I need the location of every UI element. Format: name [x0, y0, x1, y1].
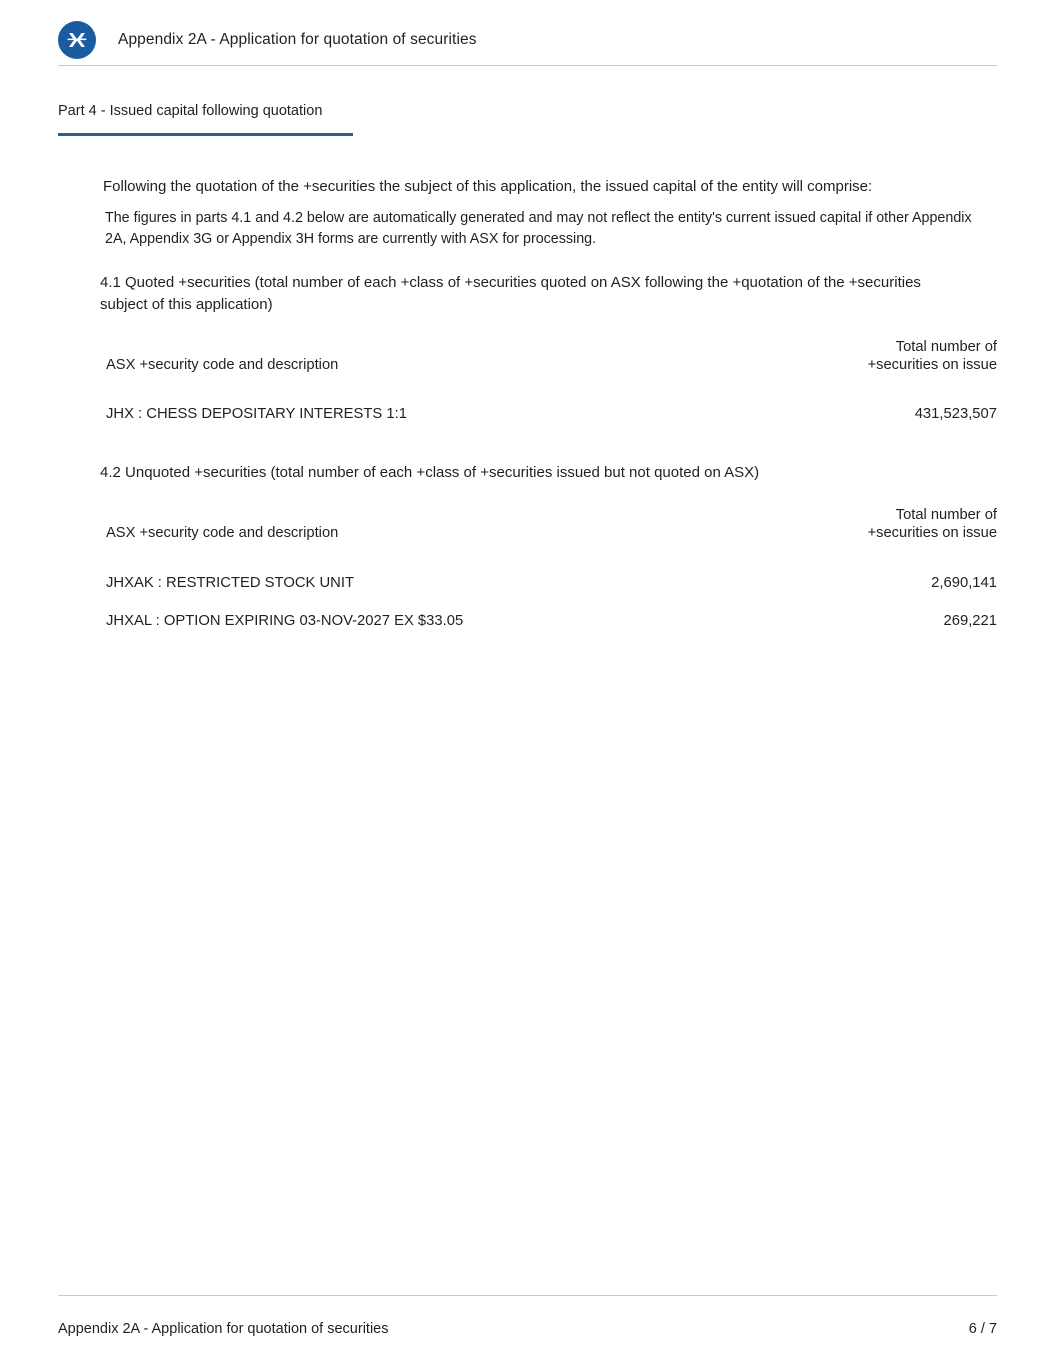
security-total-number: 2,690,141 [931, 574, 997, 591]
table-row [58, 384, 997, 422]
security-code-description: JHX : CHESS DEPOSITARY INTERESTS 1:1 [106, 406, 407, 423]
table-header-row [58, 338, 997, 385]
unquoted-securities-table [58, 506, 997, 629]
column-header-total [675, 338, 997, 385]
column-header-total [675, 506, 997, 553]
security-code-description: JHXAK : RESTRICTED STOCK UNIT [106, 574, 355, 591]
table-row [58, 591, 997, 629]
column-header-total-line1: Total number of [895, 338, 997, 355]
page-footer [58, 1295, 997, 1339]
page-content [58, 176, 997, 629]
security-total-number: 431,523,507 [914, 406, 997, 423]
footer-page-number: 6 / 7 [968, 1321, 997, 1337]
intro-paragraph: Following the quotation of the +securities the subject of this application, the issued capital of the entity will comprise: [103, 178, 873, 195]
column-header-code: ASX +security code and description [106, 356, 339, 373]
security-total-number: 269,221 [943, 612, 997, 629]
table-header-row [58, 506, 997, 553]
column-header-code: ASX +security code and description [106, 525, 339, 542]
security-code-description: JHXAL : OPTION EXPIRING 03-NOV-2027 EX $33.05 [106, 612, 464, 629]
section-4-2-label: 4.2 Unquoted +securities (total number of each +class of +securities issued but not quoted on ASX) [100, 464, 760, 482]
part-heading: Part 4 - Issued capital following quotation [58, 103, 353, 136]
header-title: Appendix 2A - Application for quotation of securities [118, 30, 477, 48]
quoted-securities-table [58, 338, 997, 423]
note-paragraph: The figures in parts 4.1 and 4.2 below are automatically generated and may not reflect the entity's current issued capital if other Appendix 2A, Appendix 3G or Appendix 3H forms are currently with ASX for processing. [105, 209, 972, 247]
page-header [58, 14, 997, 66]
column-header-total-line2: +securities on issue [867, 525, 997, 542]
table-row [58, 553, 997, 591]
footer-title: Appendix 2A - Application for quotation of securities [58, 1321, 389, 1337]
column-header-total-line1: Total number of [895, 507, 997, 524]
asx-logo-icon [58, 21, 96, 59]
column-header-total-line2: +securities on issue [867, 356, 997, 373]
section-spacer [58, 422, 997, 440]
section-4-1-label: 4.1 Quoted +securities (total number of each +class of +securities quoted on ASX following the +quotation of the +securities subject of this application) [100, 274, 921, 313]
